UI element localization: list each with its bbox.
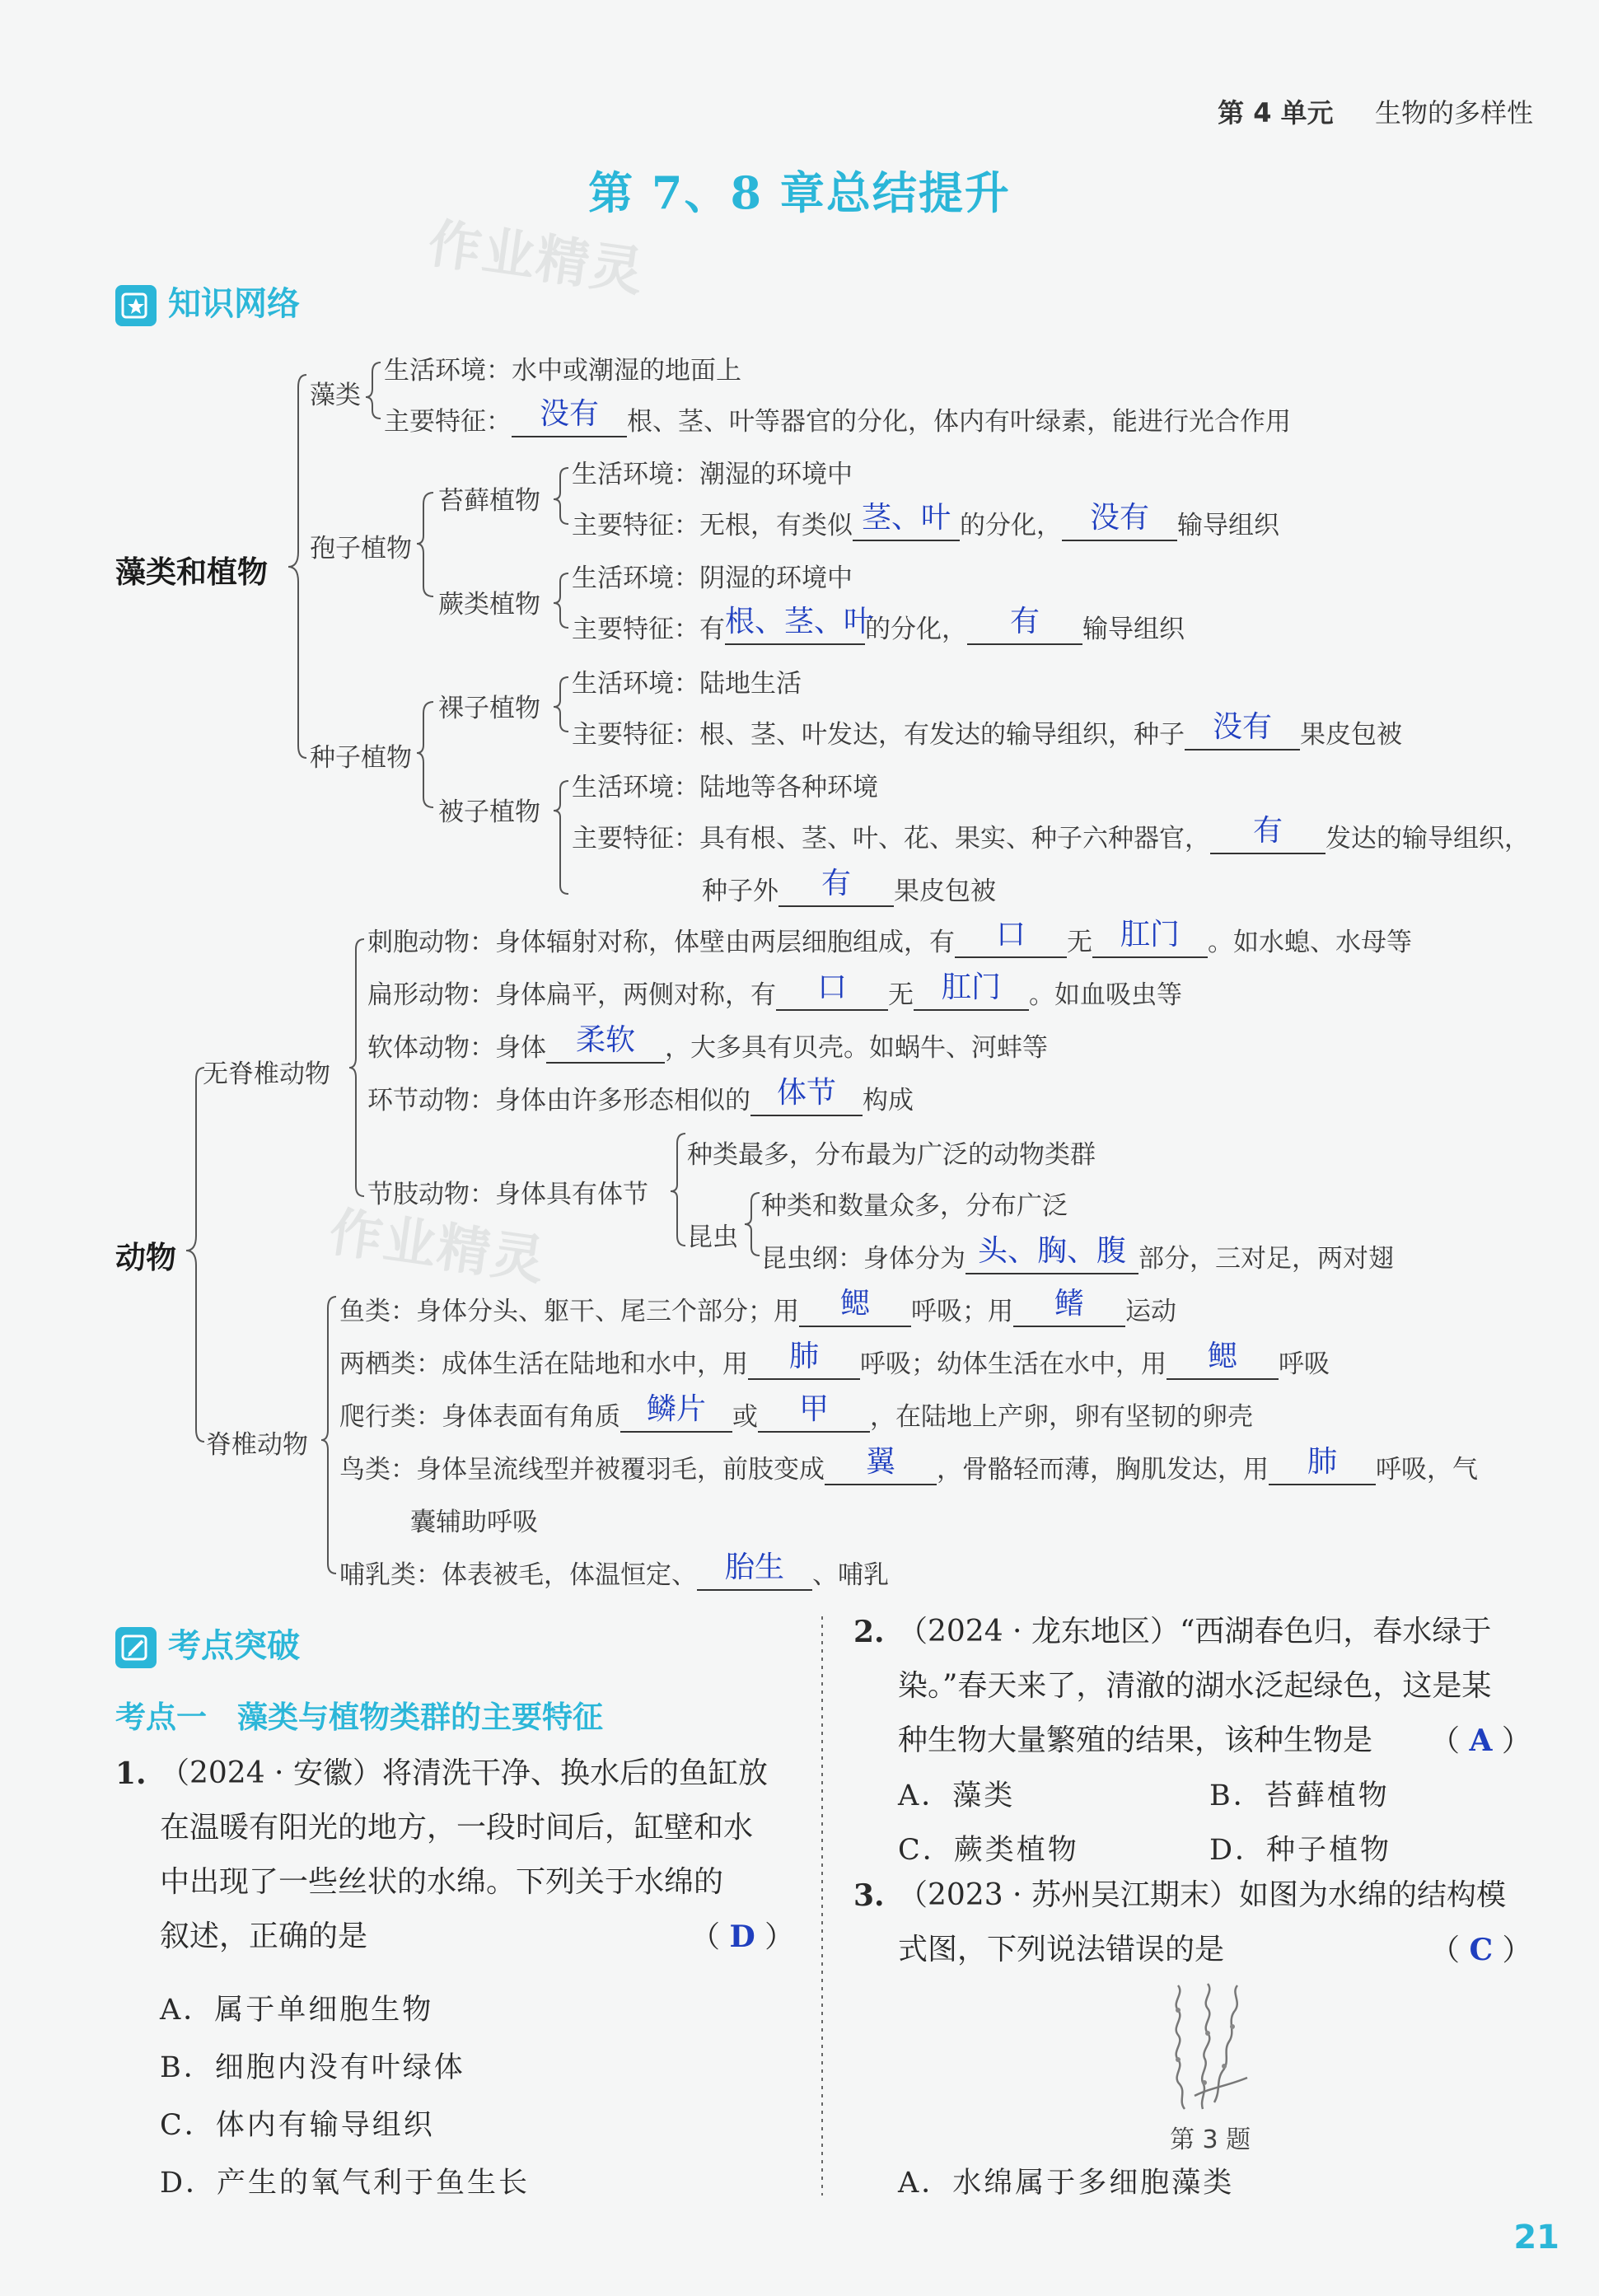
answer-blank: 肺: [1307, 1445, 1337, 1479]
amphibian: 两栖类：成体生活在陆地和水中，用 肺 呼吸；幼体生活在水中，用 鳃 呼吸: [339, 1343, 1330, 1380]
page-title: 第 7、8 章总结提升: [588, 166, 1011, 219]
node-invertebrates: 无脊椎动物: [203, 1059, 330, 1089]
annelid: 环节动物：身体由许多形态相似的 体节 构成: [367, 1079, 914, 1116]
option-a: A．属于单细胞生物: [160, 1994, 434, 2027]
option-d: D．种子植物: [1209, 1834, 1392, 1867]
answer-blank: 肺: [788, 1340, 819, 1373]
unit-label: 第 4 单元: [1218, 97, 1334, 129]
answer-blank: 茎、叶: [861, 501, 951, 535]
node-spore-plants: 孢子植物: [310, 534, 412, 563]
exam-point-heading: 考点一 藻类与植物类群的主要特征: [115, 1700, 603, 1735]
option-c: C．体内有输导组织: [160, 2109, 435, 2142]
answer-blank: 翼: [865, 1445, 895, 1479]
answer-blank: 口: [995, 918, 1026, 952]
pen-icon: [115, 1627, 157, 1668]
angio-feature-line2: 种子外 有 果皮包被: [702, 870, 996, 907]
angio-env: 生活环境：陆地等各种环境: [572, 773, 878, 802]
algae-feature: 主要特征： 没有 根、茎、叶等器官的分化，体内有叶绿素，能进行光合作用: [384, 400, 1291, 437]
answer-blank: 头、胸、腹: [977, 1234, 1126, 1268]
section-exam-points: [115, 1620, 300, 1668]
node-algae: 藻类: [310, 381, 361, 410]
answer-blank: 有: [1252, 814, 1283, 848]
insecta-desc: 昆虫纲：身体分为 头、胸、腹 部分，三对足，两对翅: [761, 1237, 1394, 1274]
option-a: A．水绵属于多细胞藻类: [898, 2167, 1235, 2200]
mammal: 哺乳类：体表被毛，体温恒定、 胎生 、哺乳: [339, 1554, 889, 1591]
spirogyra-figure: [1162, 1980, 1260, 2112]
answer-blank: 肛门: [1120, 918, 1180, 952]
fern-env: 生活环境：阴湿的环境中: [572, 563, 853, 593]
watermark: 作业精灵: [424, 213, 649, 304]
watermark: 作业精灵: [325, 1201, 550, 1293]
flatworm: 扁形动物：身体扁平，两侧对称，有 口 无 肛门 。如血吸虫等: [367, 974, 1182, 1011]
bird-line2: 囊辅助呼吸: [410, 1508, 538, 1537]
answer-bracket: （ A ）: [1430, 1723, 1531, 1758]
answer-blank: 肛门: [941, 970, 1001, 1004]
answer-blank: 鳃: [839, 1287, 870, 1321]
angio-feature: 主要特征：具有根、茎、叶、花、果实、种子六种器官， 有 发达的输导组织，: [572, 817, 1530, 854]
node-moss: 苔藓植物: [438, 486, 540, 516]
option-c: C．蕨类植物: [898, 1834, 1079, 1867]
arthropod-desc: 种类最多，分布最为广泛的动物类群: [687, 1140, 1096, 1170]
question-number: 3.: [853, 1878, 885, 1913]
answer-bracket: （ D ）: [690, 1920, 795, 1954]
answer-blank: 鳞片: [646, 1392, 706, 1426]
section-label: 考点突破: [168, 1627, 300, 1665]
node-seed-plants: 种子植物: [310, 743, 412, 773]
question-number: 2.: [853, 1615, 885, 1649]
node-algae-and-plants: 藻类和植物: [115, 554, 268, 590]
fish: 鱼类：身体分头、躯干、尾三个部分；用 鳃 呼吸；用 鳍 运动: [339, 1290, 1176, 1327]
mollusk: 软体动物：身体 柔软 ，大多具有贝壳。如蜗牛、河蚌等: [367, 1026, 1048, 1064]
node-gymnosperm: 裸子植物: [438, 694, 540, 723]
answer-blank: 柔软: [575, 1023, 635, 1057]
node-vertebrates: 脊椎动物: [206, 1430, 308, 1460]
question-1: （2024 · 安徽）将清洗干净、换水后的鱼缸放 在温暖有阳光的地方，一段时间后，缸壁和水 中出现了一些丝状的水绵。下列关于水绵的 叙述，正确的是: [160, 1756, 768, 1953]
answer-bracket: （ C ）: [1430, 1933, 1532, 1967]
cnidarian: 刺胞动物：身体辐射对称，体壁由两层细胞组成，有 口 无 肛门 。如水螅、水母等: [367, 921, 1412, 958]
subject-label: 生物的多样性: [1374, 97, 1533, 129]
section-label: 知识网络: [168, 285, 300, 323]
answer-choice: D: [729, 1920, 755, 1954]
answer-blank: 鳍: [1054, 1287, 1084, 1321]
question-number: 1.: [115, 1756, 147, 1791]
page-number: 21: [1513, 2219, 1559, 2256]
node-arthropod: 节肢动物：身体具有体节: [367, 1180, 648, 1209]
answer-choice: A: [1469, 1723, 1493, 1758]
moss-feature: 主要特征：无根，有类似 茎、叶 的分化， 没有 输导组织: [572, 504, 1279, 541]
answer-blank: 没有: [1212, 710, 1272, 744]
question-2: （2024 · 龙东地区）“西湖春色归，春水绿于 染。”春天来了，清澈的湖水泛起绿色，这是某 种生物大量繁殖的结果，该种生物是: [898, 1615, 1492, 1757]
algae-env: 生活环境：水中或潮湿的地面上: [384, 356, 741, 386]
node-animals: 动物: [115, 1239, 176, 1275]
answer-blank: 有: [821, 867, 851, 900]
node-fern: 蕨类植物: [438, 590, 540, 620]
bird: 鸟类：身体呈流线型并被覆羽毛，前肢变成 翼 ，骨骼轻而薄，胸肌发达，用 肺 呼吸，气: [339, 1448, 1478, 1485]
gymno-env: 生活环境：陆地生活: [572, 669, 802, 699]
reptile: 爬行类：身体表面有角质 鳞片 或 甲 ，在陆地上产卵，卵有坚韧的卵壳: [339, 1396, 1253, 1433]
answer-blank: 有: [1009, 605, 1040, 638]
answer-blank: 鳃: [1207, 1340, 1237, 1373]
figure-caption: 第 3 题: [1170, 2125, 1251, 2154]
answer-blank: 口: [816, 970, 847, 1004]
option-b: B．细胞内没有叶绿体: [160, 2051, 465, 2084]
answer-blank: 体节: [776, 1076, 836, 1110]
option-b: B．苔藓植物: [1209, 1779, 1390, 1812]
answer-blank: 甲: [798, 1392, 829, 1426]
node-insect: 昆虫: [687, 1223, 738, 1252]
answer-blank: 没有: [539, 397, 599, 431]
answer-choice: C: [1469, 1933, 1494, 1967]
moss-env: 生活环境：潮湿的环境中: [572, 460, 853, 489]
answer-blank: 没有: [1089, 501, 1149, 535]
option-d: D．产生的氧气利于鱼生长: [160, 2167, 531, 2200]
option-a: A．藻类: [898, 1779, 1016, 1812]
node-angiosperm: 被子植物: [438, 797, 540, 827]
answer-blank: 根、茎、叶: [725, 605, 874, 638]
gymno-feature: 主要特征：根、茎、叶发达，有发达的输导组织，种子 没有 果皮包被: [572, 713, 1402, 751]
insect-desc: 种类和数量众多，分布广泛: [761, 1191, 1068, 1221]
fern-feature: 主要特征：有 根、茎、叶 的分化， 有 输导组织: [572, 608, 1185, 645]
question-3: （2023 · 苏州吴江期末）如图为水绵的结构模 式图，下列说法错误的是: [898, 1878, 1506, 1966]
answer-blank: 胎生: [724, 1550, 784, 1584]
